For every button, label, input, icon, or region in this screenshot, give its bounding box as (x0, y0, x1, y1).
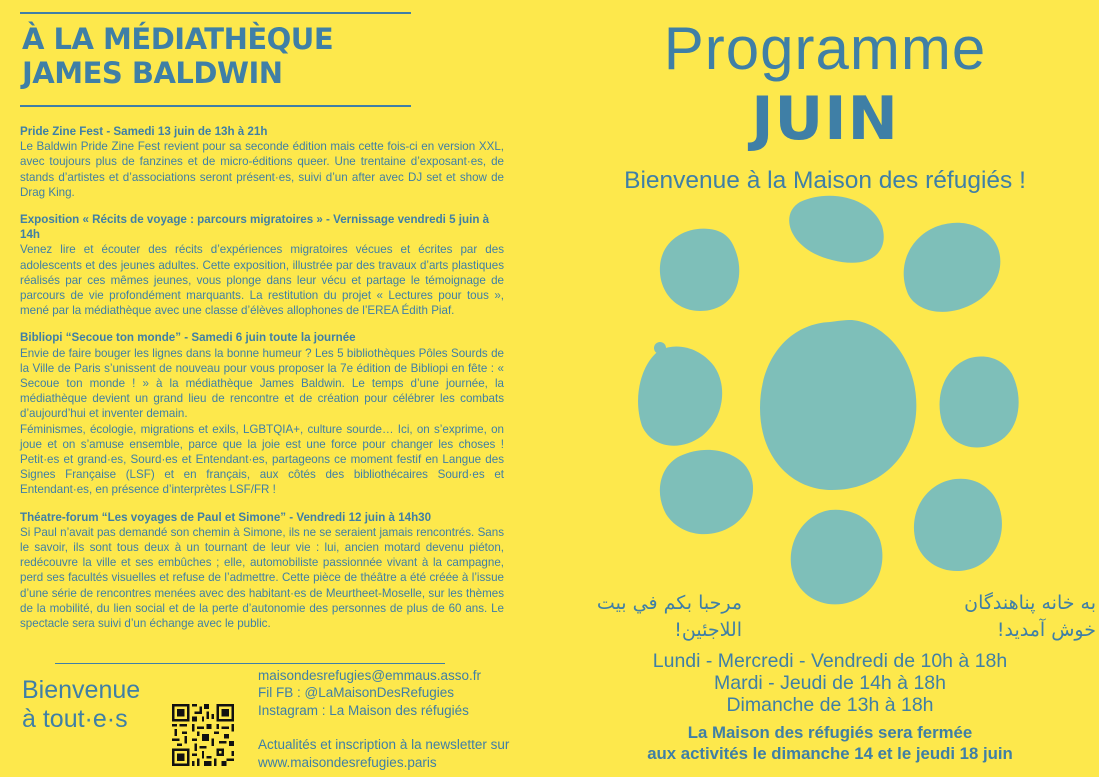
hours-line: Mardi - Jeudi de 14h à 18h (714, 672, 946, 694)
welcome-all (22, 676, 182, 734)
event-title: Théatre-forum “Les voyages de Paul et Simone” - Vendredi 12 juin à 14h30 (20, 510, 432, 524)
event-bibliopi (20, 330, 504, 497)
closure-line: La Maison des réfugiés sera fermée (687, 723, 973, 742)
arabic-welcome (566, 590, 742, 644)
website-link[interactable]: www.maisondesrefugies.paris (258, 754, 437, 770)
contact-info (258, 667, 558, 771)
blob-shape (638, 347, 722, 446)
opening-hours (560, 650, 1099, 716)
newsletter-text: Actualités et inscription à la newsletter sur (258, 737, 510, 753)
hours-line: Dimanche de 13h à 18h (726, 694, 934, 716)
welcome-all-line2: à tout·e·s (22, 705, 128, 733)
facebook-link[interactable]: Fil FB : @LaMaisonDesRefugies (258, 685, 455, 701)
events-list (20, 124, 504, 643)
event-exposition-recits (20, 212, 504, 318)
persian-welcome-line1: به خانه پناهندگان (964, 592, 1096, 614)
closure-notice (560, 722, 1099, 764)
blob-dot (654, 342, 666, 354)
instagram-link[interactable]: Instagram : La Maison des réfugiés (258, 702, 469, 718)
arabic-welcome-line1: مرحبا بكم في بيت (596, 592, 742, 614)
top-rule-lower (20, 105, 411, 107)
footer-rule (55, 663, 445, 664)
programme-month: JUIN (751, 84, 899, 154)
programme-title: Programme (663, 15, 987, 82)
hours-line: Lundi - Mercredi - Vendredi de 10h à 18h (652, 650, 1008, 672)
welcome-all-line1: Bienvenue (22, 676, 141, 704)
event-pride-zine-fest (20, 124, 504, 200)
top-rule-upper (20, 12, 411, 14)
blob-shape (760, 320, 916, 490)
event-description: Le Baldwin Pride Zine Fest revient pour sa seconde édition mais cette fois-ci en version XXL, avec toujours plus de fanzines et de micro-éditions queer. Une trentaine d’exposant·es, de stands d’artistes et d’associations seront présent·es, suivi d’un after avec DJ set et show de Drag King. (20, 140, 504, 199)
decorative-blob-flower (620, 190, 1040, 620)
blob-shape (660, 229, 739, 311)
blob-shape (904, 223, 1001, 312)
persian-welcome-line2: خوش آمدید! (996, 619, 1096, 641)
venue-heading-line2: JAMES BALDWIN (22, 56, 283, 90)
venue-heading-line1: À LA MÉDIATHÈQUE (22, 22, 334, 56)
blob-shape (791, 510, 883, 605)
blob-shape (789, 196, 884, 263)
blob-shape (940, 357, 1019, 448)
closure-line: aux activités le dimanche 14 et le jeudi 18 juin (647, 744, 1013, 763)
event-description: Venez lire et écouter des récits d’expériences migratoires vécues et écrites par des adolescents et des jeunes adultes. Cette exposition, illustrée par des travaux d’arts plastiques réalisés par ces mêmes jeunes, vous plonge dans leur vécu et partage le témoignage de parcours de vie profondément marquants. La restitution du projet « Lectures pour tous », mené par la médiathèque avec une classe d’élèves allophones de l’EREA Édith Piaf. (20, 243, 504, 318)
event-title: Exposition « Récits de voyage : parcours migratoires » - Vernissage vendredi 5 juin à 14h (20, 213, 490, 242)
event-theatre-forum (20, 510, 504, 632)
event-title: Bibliopi “Secoue ton monde” - Samedi 6 juin toute la journée (20, 331, 356, 345)
persian-welcome (920, 590, 1096, 644)
event-title: Pride Zine Fest - Samedi 13 juin de 13h à 21h (20, 125, 268, 138)
event-description: Féminismes, écologie, migrations et exils, LGBTQIA+, culture sourde… Ici, on s’exprime, on joue et on s’amuse ensemble, parce que la joie est une force pour changer les choses ! Petit·es et grand·es, Sourd·es et Entendant·es, partageons ce moment festif en Langue des Signes Française (LSF) et en français, aux côtés des bibliothécaires Sourd·es et Entendant·es, en présence d’interprètes LSF/FR ! (20, 422, 504, 497)
event-description: Envie de faire bouger les lignes dans la bonne humeur ? Les 5 bibliothèques Pôles Sourds de la Ville de Paris s’unissent de nouveau pour vous proposer la 7e édition de Bibliopi en fête : « Secoue ton monde ! » à la médiathèque James Baldwin. Le temps d’une journée, la médiathèque devient un grand lieu de rencontre et de création pour célébrer les combats d’aujourd’hui et inventer demain. (20, 346, 504, 421)
email-link[interactable]: maisondesrefugies@emmaus.asso.fr (258, 668, 482, 683)
event-description: Si Paul n’avait pas demandé son chemin à Simone, ils ne se seraient jamais rencontrés. Sans le savoir, ils sont tous deux à un tournant de leur vie : lui, ancien motard devenu piéton, redécouvre la ville et ses embûches ; elle, automobiliste passionnée vivant à la campagne, perd ses facultés visuelles et refuse de l’admettre. Cette pièce de théâtre a été créée à l’issue d’une série de rencontres menées avec des habitant·es de Meurtheet-Moselle, sur les thèmes de la mobilité, du lien social et de la perte d’autonomie des personnes de plus de 60 ans. Le spectacle sera suivi d’un échange avec le public. (20, 525, 504, 631)
welcome-tagline: Bienvenue à la Maison des réfugiés ! (624, 167, 1026, 194)
qr-code-icon[interactable] (172, 704, 234, 766)
blob-shape (914, 479, 1002, 571)
blob-shape (660, 450, 753, 534)
venue-heading (22, 22, 412, 90)
arabic-welcome-line2: اللاجئين! (674, 619, 742, 641)
